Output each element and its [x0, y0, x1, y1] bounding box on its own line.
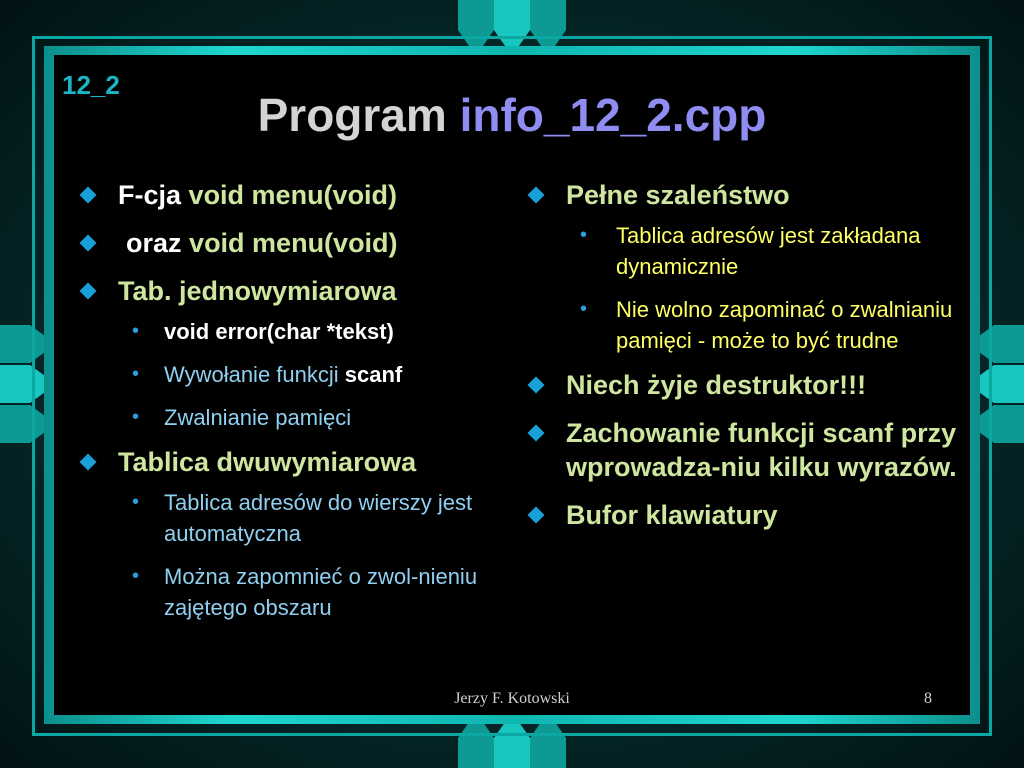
sub-bullet-text: Wywołanie funkcji — [164, 362, 339, 387]
sub-bullet-text: void error(char *tekst) — [164, 319, 394, 344]
slide-id-label: 12_2 — [62, 70, 120, 100]
bullet-item — [82, 445, 512, 479]
diamond-bullet-icon — [80, 283, 97, 300]
footer-author: Jerzy F. Kotowski — [454, 690, 570, 707]
page-number: 8 — [924, 690, 932, 707]
title-filename: info_12_2.cpp — [459, 89, 767, 141]
bullet-text: oraz — [126, 228, 182, 258]
bullet-item — [82, 274, 512, 308]
sub-bullet-item — [82, 561, 512, 623]
bullet-code: void menu(void) — [188, 180, 398, 210]
sub-bullet-text: Zwalnianie pamięci — [164, 405, 352, 430]
sub-bullet-text: Nie wolno zapominać o zwalnianiu pamięci - może to być trudne — [616, 297, 953, 353]
dot-bullet-icon: • — [132, 565, 140, 587]
dot-bullet-icon: • — [132, 320, 140, 342]
bullet-item — [530, 368, 960, 402]
bullet-text: Bufor klawiatury — [566, 500, 778, 530]
diamond-bullet-icon — [528, 425, 545, 442]
dot-bullet-icon: • — [580, 298, 588, 320]
bullet-text: F-cja — [118, 180, 182, 210]
bullet-code: void menu(void) — [189, 228, 398, 258]
sub-bullet-item — [530, 220, 960, 282]
bullet-item — [530, 178, 960, 212]
diamond-bullet-icon — [528, 377, 545, 394]
diamond-bullet-icon — [80, 235, 97, 252]
bullet-item — [82, 226, 512, 260]
sub-bullet-text: Tablica adresów jest zakładana dynamicznie — [616, 223, 921, 279]
diamond-bullet-icon — [528, 187, 545, 204]
bullet-item — [82, 178, 512, 212]
right-column — [530, 178, 960, 546]
diamond-bullet-icon — [80, 187, 97, 204]
sub-bullet-text: Można zapomnieć o zwol-nieniu zajętego obszaru — [164, 564, 478, 620]
sub-bullet-item — [530, 294, 960, 356]
sub-bullet-item — [82, 487, 512, 549]
bullet-text: Tab. jednowymiarowa — [118, 276, 397, 306]
bullet-text: Niech żyje destruktor!!! — [566, 370, 867, 400]
sub-bullet-item — [82, 316, 512, 347]
bullet-item — [530, 498, 960, 532]
bullet-text: Pełne szaleństwo — [566, 180, 790, 210]
sub-bullet-code: scanf — [344, 362, 403, 387]
dot-bullet-icon: • — [132, 406, 140, 428]
bullet-item — [530, 416, 960, 484]
dot-bullet-icon: • — [132, 491, 140, 513]
sub-bullet-item — [82, 359, 512, 390]
bullet-text: Zachowanie funkcji scanf przy wprowadza-niu kilku wyrazów. — [566, 418, 957, 482]
diamond-bullet-icon — [80, 454, 97, 471]
dot-bullet-icon: • — [132, 363, 140, 385]
slide-title — [0, 88, 1024, 142]
diamond-bullet-icon — [528, 507, 545, 524]
bullet-text: Tablica dwuwymiarowa — [118, 447, 417, 477]
title-main: Program — [257, 89, 447, 141]
sub-bullet-text: Tablica adresów do wierszy jest automatyczna — [164, 490, 473, 546]
left-column — [82, 178, 512, 635]
dot-bullet-icon: • — [580, 224, 588, 246]
sub-bullet-item — [82, 402, 512, 433]
